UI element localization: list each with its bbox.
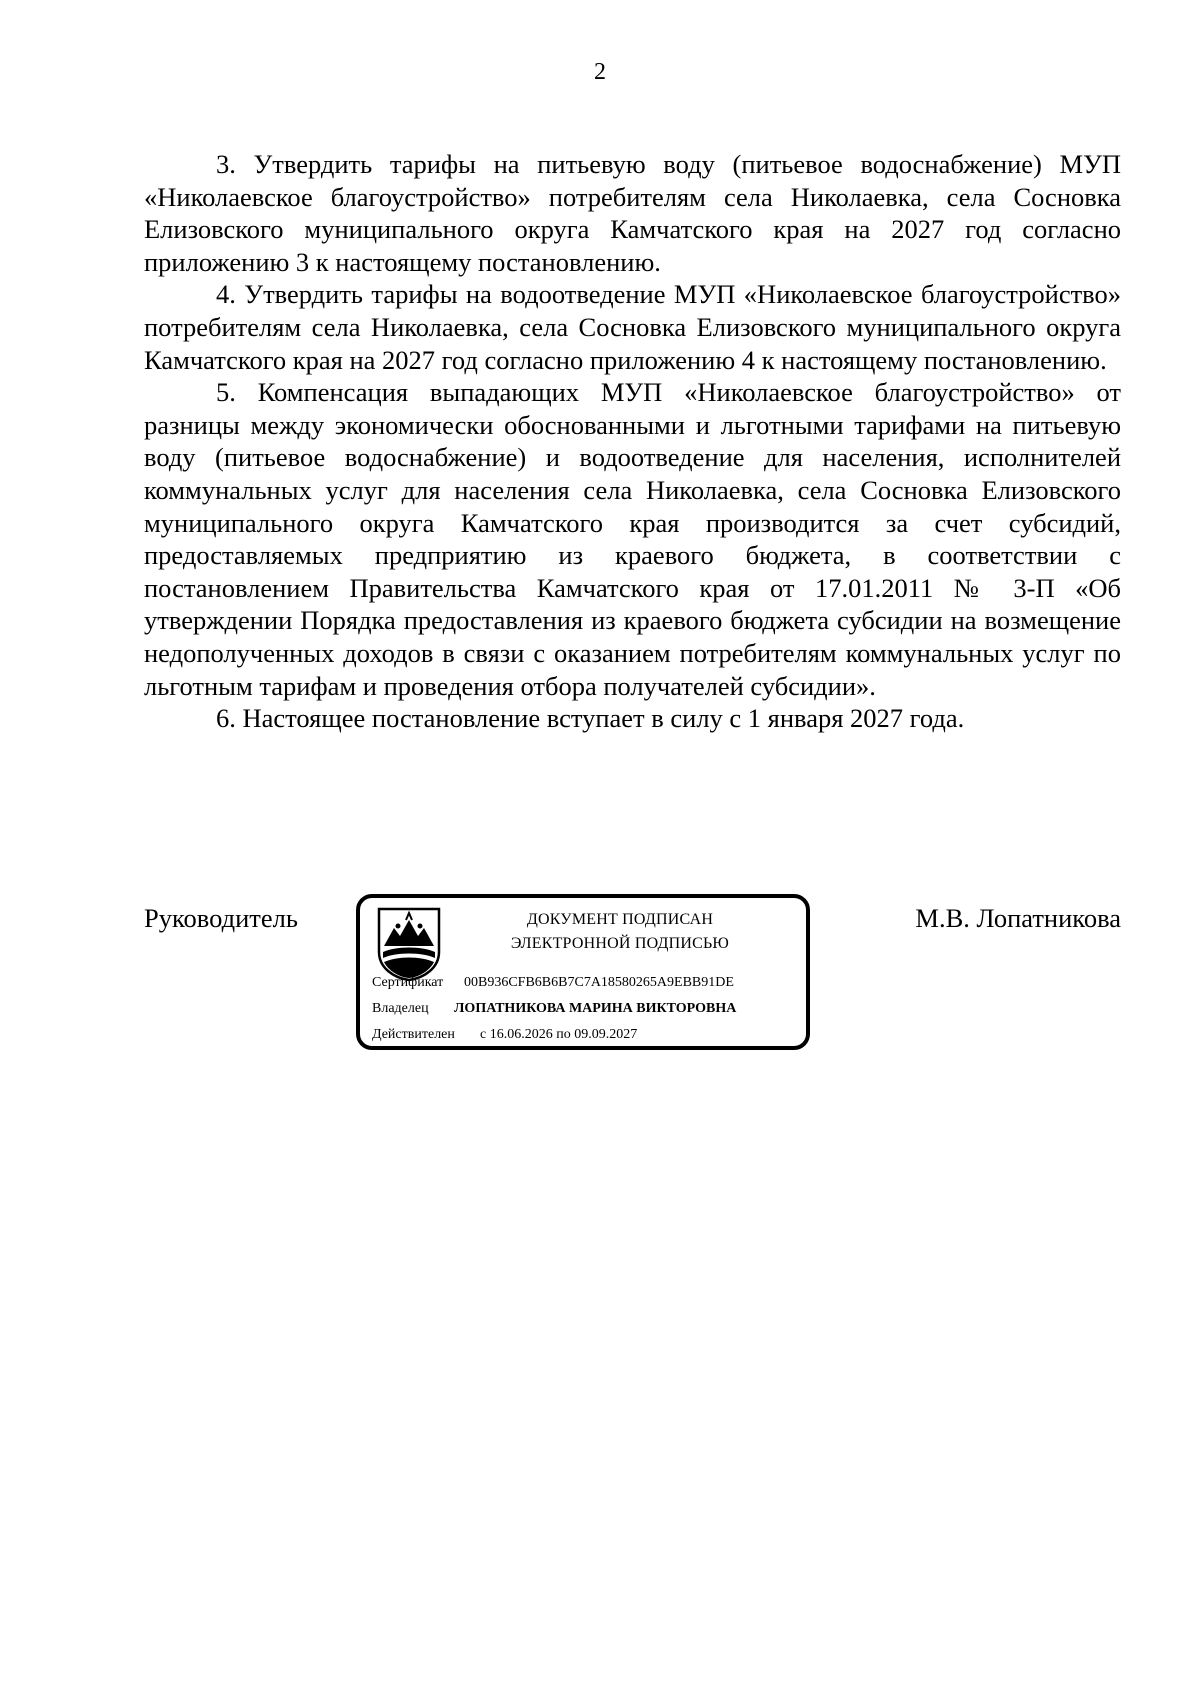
certificate-label: Сертификат [372,975,444,990]
stamp-heading [450,908,790,956]
stamp-validity-row [372,1026,638,1044]
kamchatka-coat-of-arms-icon [376,906,442,982]
document-body [144,148,1121,735]
owner-value: ЛОПАТНИКОВА МАРИНА ВИКТОРОВНА [454,1001,737,1016]
paragraph-item-6: 6. Настоящее постановление вступает в силу с 1 января 2027 года. [216,703,965,734]
signature-block [144,894,1121,1054]
certificate-value: 00B936CFB6B6B7C7A18580265A9EBB91DE [464,975,734,990]
paragraph-item-5: 5. Компенсация выпадающих МУП «Николаевское благоустройство» от разницы между экономически обоснованными и льготными тарифами на питьевую воду (питьевое водоснабжение) и водоотведение для населения, исполнителей коммунальных услуг для населения села Николаевка, села Сосновка Елизовского муниципального округа Камчатского края производится за счет субсидий, предоставляемых предприятию из краевого бюджета, в соответствии с постановлением Правительства Камчатского края от 17.01.2011 № 3-П «Об утверждении Порядка предоставления из краевого бюджета субсидии на возмещение недополученных доходов в связи с оказанием потребителям коммунальных услуг по льготным тарифам и проведения отбора получателей субсидии». [144,377,1121,701]
signer-position: Руководитель [144,903,298,933]
stamp-owner-row [372,1000,737,1018]
signer-name: М.В. Лопатникова [915,903,1121,933]
stamp-certificate-row [372,974,734,992]
validity-label: Действителен [372,1027,455,1042]
owner-label: Владелец [372,1001,429,1016]
stamp-heading-line-1: ДОКУМЕНТ ПОДПИСАН [526,911,714,928]
electronic-signature-stamp [356,894,810,1050]
paragraph-item-4: 4. Утвердить тарифы на водоотведение МУП «Николаевское благоустройство» потребителям села Николаевка, села Сосновка Елизовского муниципального округа Камчатского края на 2027 год согласно приложению 4 к настоящему постановлению. [144,279,1121,375]
stamp-heading-line-2: ЭЛЕКТРОННОЙ ПОДПИСЬЮ [510,935,730,952]
validity-value: с 16.06.2026 по 09.09.2027 [480,1027,638,1042]
paragraph-item-3: 3. Утвердить тарифы на питьевую воду (питьевое водоснабжение) МУП «Николаевское благоустройство» потребителям села Николаевка, села Сосновка Елизовского муниципального округа Камчатского края на 2027 год согласно приложению 3 к настоящему постановлению. [144,149,1121,277]
page-number: 2 [594,59,606,85]
